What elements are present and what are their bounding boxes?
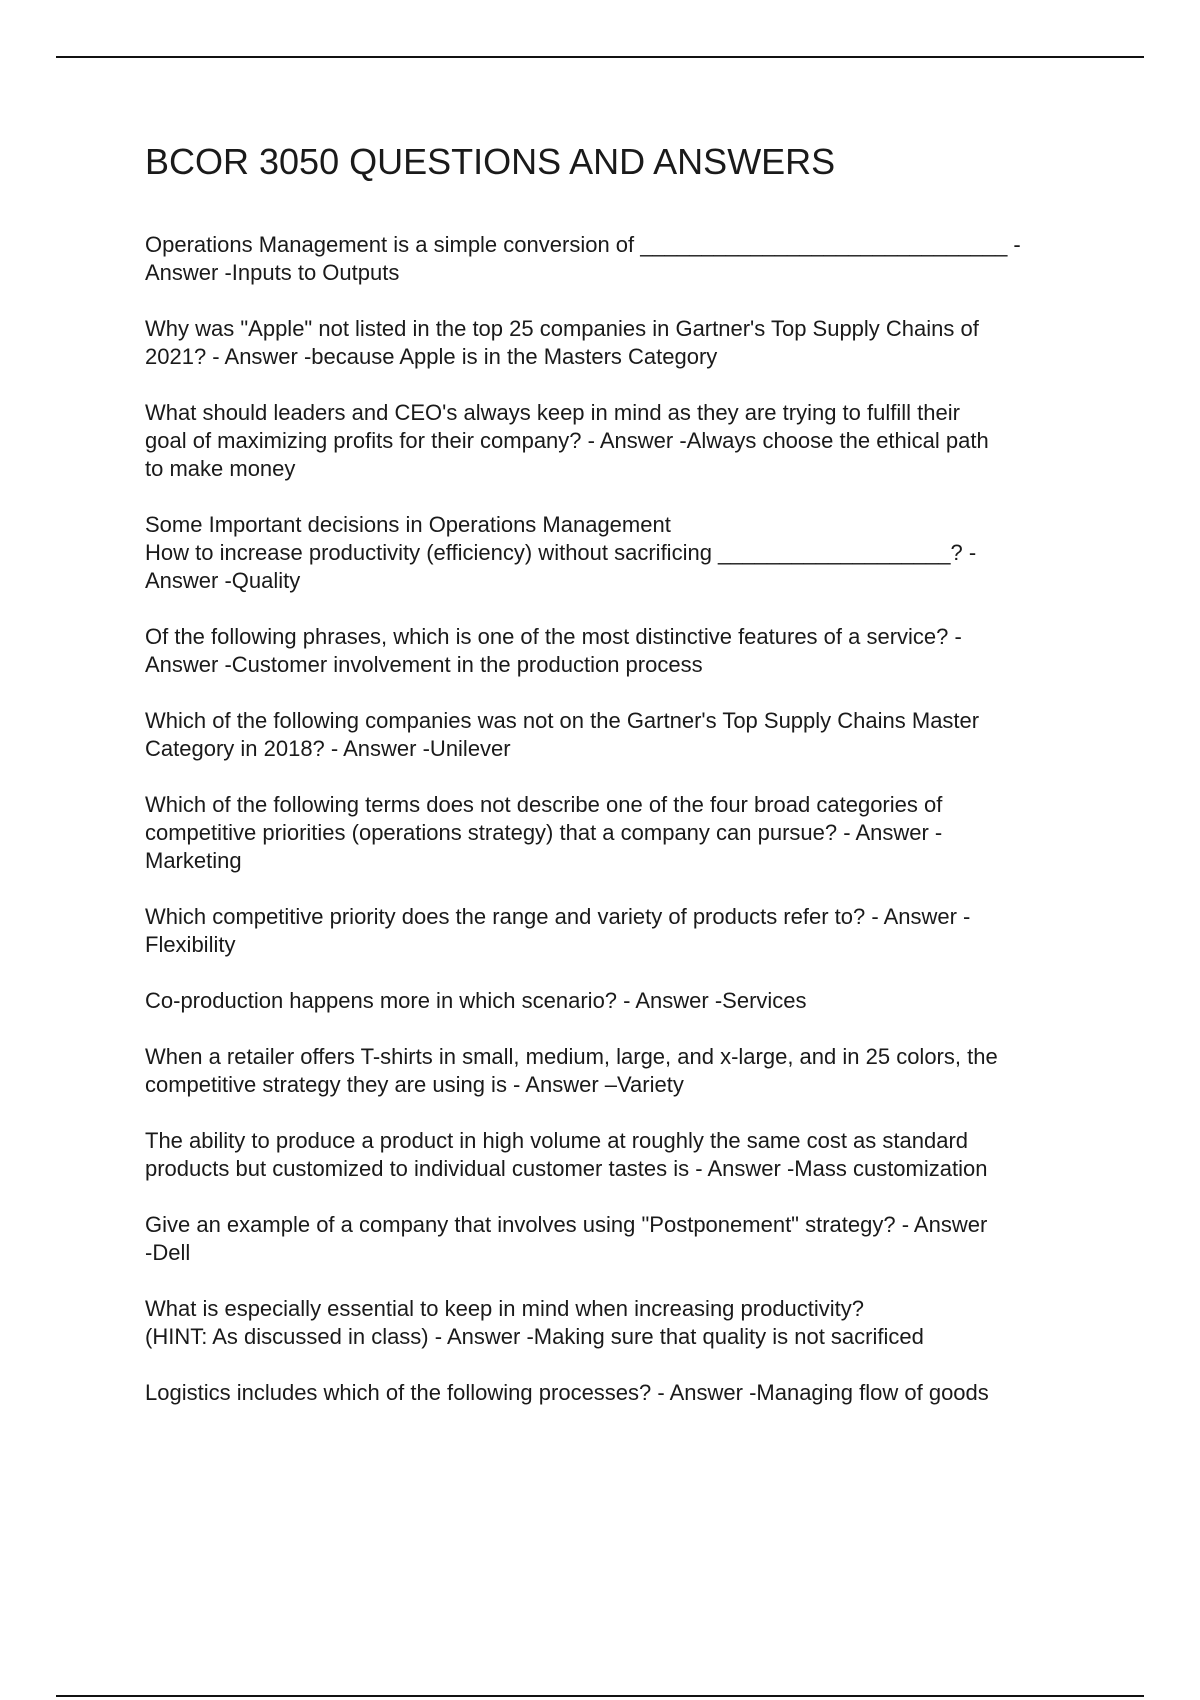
document-body [145, 140, 1095, 1435]
qa-item: Why was "Apple" not listed in the top 25 companies in Gartner's Top Supply Chains of 2021? - Answer -because Apple is in the Masters Category [145, 316, 979, 370]
bottom-rule [56, 1695, 1144, 1697]
qa-item: Some Important decisions in Operations Management How to increase productivity (efficiency) without sacrificing ___________________? - Answer -Quality [145, 512, 977, 594]
qa-item: Co-production happens more in which scenario? - Answer -Services [145, 988, 807, 1014]
qa-item: When a retailer offers T-shirts in small, medium, large, and x-large, and in 25 colors, the competitive strategy they are using is - Answer –Variety [145, 1044, 998, 1098]
qa-item: Which competitive priority does the range and variety of products refer to? - Answer - Flexibility [145, 904, 971, 958]
qa-item: Which of the following terms does not describe one of the four broad categories of competitive priorities (operations strategy) that a company can pursue? - Answer - Marketing [145, 792, 943, 874]
qa-item: Give an example of a company that involves using "Postponement" strategy? - Answer -Dell [145, 1212, 988, 1266]
qa-list [145, 231, 1095, 1407]
qa-item: Operations Management is a simple conversion of ______________________________ - Answer -Inputs to Outputs [145, 232, 1021, 286]
qa-item: Logistics includes which of the following processes? - Answer -Managing flow of goods [145, 1380, 989, 1406]
qa-item: What should leaders and CEO's always keep in mind as they are trying to fulfill their goal of maximizing profits for their company? - Answer -Always choose the ethical path to make money [145, 400, 989, 482]
qa-item: Of the following phrases, which is one of the most distinctive features of a service? - Answer -Customer involvement in the production process [145, 624, 962, 678]
qa-item: Which of the following companies was not on the Gartner's Top Supply Chains Master Category in 2018? - Answer -Unilever [145, 708, 980, 762]
qa-item: What is especially essential to keep in mind when increasing productivity? (HINT: As discussed in class) - Answer -Making sure that quality is not sacrificed [145, 1296, 924, 1350]
page-title: BCOR 3050 QUESTIONS AND ANSWERS [145, 141, 836, 182]
qa-item: The ability to produce a product in high volume at roughly the same cost as standard products but customized to individual customer tastes is - Answer -Mass customization [145, 1128, 988, 1182]
top-rule [56, 56, 1144, 58]
